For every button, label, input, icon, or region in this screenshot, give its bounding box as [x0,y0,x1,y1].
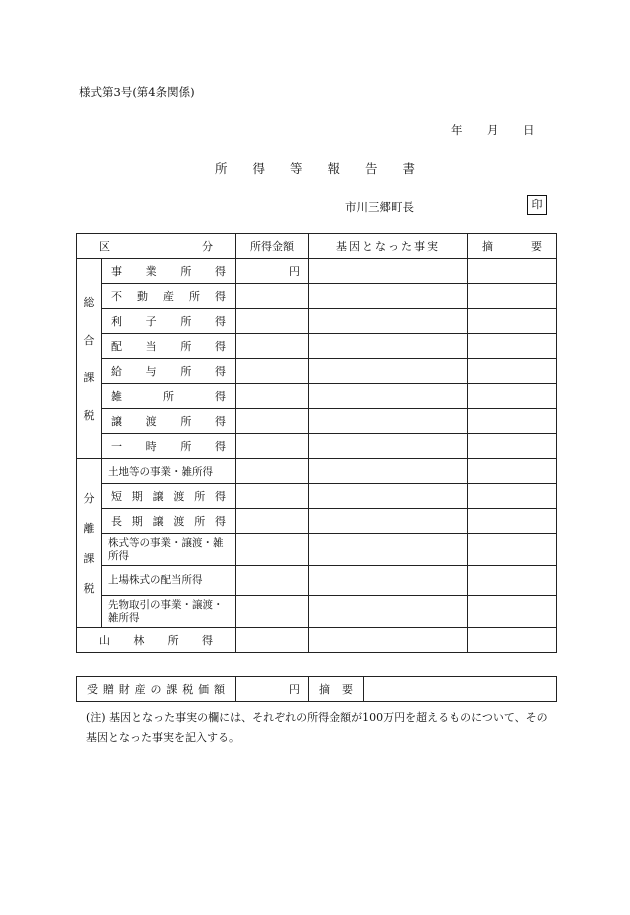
income-table [76,233,557,653]
label-char: 長 [111,515,122,528]
header-category: 区 分 [77,234,236,259]
label-char: 不 [111,290,122,303]
label-char: 所 [180,340,192,353]
basis-cell[interactable] [309,359,468,384]
remarks-cell[interactable] [468,284,557,309]
amount-cell[interactable] [236,334,309,359]
remarks-cell[interactable] [468,359,557,384]
label-char: 産 [134,683,146,696]
basis-cell[interactable] [309,628,468,653]
table-row [77,284,557,309]
basis-cell[interactable] [309,409,468,434]
label-char: 所 [194,515,206,528]
label-char: 雑 [111,390,122,403]
label-char: 子 [145,315,157,328]
amount-cell[interactable] [236,434,309,459]
label-char: 渡 [173,515,185,528]
label-char: 事 [111,265,122,278]
table-row [77,309,557,334]
label-char: 給 [111,365,122,378]
label-char: 当 [145,340,157,353]
amount-cell[interactable] [236,409,309,434]
amount-cell[interactable] [236,284,309,309]
label-char: 所 [180,440,192,453]
basis-cell[interactable] [309,459,468,484]
label-char: 税 [182,683,194,696]
label-char: 得 [214,315,226,328]
amount-cell[interactable] [236,459,309,484]
amount-cell[interactable] [236,359,309,384]
label-char: 産 [163,290,174,303]
label-char: 得 [201,634,213,647]
row-label [102,259,236,284]
label-char: 渡 [145,415,157,428]
label-char: 所 [180,265,192,278]
category-char: 総 [83,296,95,310]
remarks-cell[interactable] [468,566,557,596]
document-title: 所得等報告書 [214,161,440,176]
basis-cell[interactable] [309,309,468,334]
remarks-cell[interactable] [468,628,557,653]
amount-cell[interactable] [236,484,309,509]
table-row [77,359,557,384]
label-char: 所 [194,490,206,503]
label-char: 短 [111,490,122,503]
label-char: の [150,683,162,696]
table-row [77,409,557,434]
basis-cell[interactable] [309,534,468,566]
label-char: 所 [167,634,179,647]
label-char: 動 [137,290,148,303]
remarks-cell[interactable] [468,384,557,409]
label-char: 山 [99,634,110,647]
basis-cell[interactable] [309,596,468,628]
table-row [77,484,557,509]
header-remarks: 摘 要 [468,234,557,259]
label-char: 財 [118,683,130,696]
basis-cell[interactable] [309,484,468,509]
amount-cell[interactable] [236,628,309,653]
label-char: 得 [214,440,226,453]
table-row [77,566,557,596]
category-separate [77,459,102,628]
label-char: 得 [214,415,226,428]
basis-cell[interactable] [309,284,468,309]
row-label: 先物取引の事業・譲渡・雑所得 [102,596,236,628]
seal-stamp: 印 [527,195,547,215]
table-row [77,534,557,566]
basis-cell[interactable] [309,566,468,596]
basis-cell[interactable] [309,384,468,409]
addressee: 市川三郷町長 [345,200,414,214]
form-number: 様式第3号(第4条関係) [79,85,195,99]
table-row [77,509,557,534]
label-char: 所 [180,315,192,328]
header-basis: 基因となった事実 [309,234,468,259]
row-label [102,284,236,309]
date-year: 年 [451,123,463,137]
label-char: 所 [163,390,174,403]
amount-cell[interactable] [236,596,309,628]
label-char: 贈 [102,683,114,696]
basis-cell[interactable] [309,434,468,459]
remarks-cell[interactable] [468,334,557,359]
category-char: 課 [83,371,95,385]
category-char: 税 [83,408,95,422]
label-char: 額 [214,683,225,696]
category-char: 分 [83,492,95,505]
label-char: 一 [111,440,122,453]
remarks-cell[interactable] [468,534,557,566]
row-label: 上場株式の配当所得 [102,566,236,596]
remarks-cell[interactable] [468,259,557,284]
table-row [77,434,557,459]
remarks-cell[interactable] [468,309,557,334]
row-label [102,484,236,509]
label-char: 得 [214,515,226,528]
label-char: 所 [180,415,192,428]
label-char: 得 [214,340,226,353]
basis-cell[interactable] [309,259,468,284]
label-char: 得 [214,265,226,278]
amount-cell[interactable] [236,566,309,596]
category-char: 税 [83,582,95,595]
label-char: 渡 [173,490,185,503]
row-label: 土地等の事業・雑所得 [102,459,236,484]
label-char: 得 [215,290,226,303]
category-char: 離 [83,522,95,535]
category-char: 合 [83,333,95,347]
table-row [77,384,557,409]
amount-cell[interactable]: 円 [236,259,309,284]
table-row [77,459,557,484]
basis-cell[interactable] [309,509,468,534]
label-char: 時 [145,440,157,453]
label-char: 得 [215,390,226,403]
label-char: 譲 [152,515,164,528]
amount-cell[interactable] [236,509,309,534]
row-label [102,309,236,334]
label-char: 譲 [111,415,122,428]
row-label-forestry [77,628,236,653]
table-header [77,234,557,259]
label-char: 期 [131,490,143,503]
label-char: 得 [214,490,226,503]
remarks-cell[interactable] [468,509,557,534]
remarks-cell[interactable] [468,596,557,628]
basis-cell[interactable] [309,334,468,359]
row-label: 株式等の事業・譲渡・雑所得 [102,534,236,566]
label-char: 業 [145,265,157,278]
header-income-amount: 所得金額 [236,234,309,259]
table-row [77,628,557,653]
gift-remarks-label: 摘 要 [309,677,364,702]
category-char: 課 [83,552,95,565]
remarks-cell[interactable] [468,459,557,484]
label-char: 譲 [152,490,164,503]
label-char: 与 [145,365,157,378]
label-char: 所 [180,365,192,378]
label-char: 得 [214,365,226,378]
row-label [102,359,236,384]
date-day: 日 [523,123,535,137]
remarks-cell[interactable] [468,434,557,459]
row-label [102,509,236,534]
gift-amount-cell[interactable]: 円 [236,677,309,702]
label-char: 期 [131,515,143,528]
label-char: 価 [198,683,210,696]
remarks-cell[interactable] [468,484,557,509]
gift-row [77,677,557,702]
footnote: (注) 基因となった事実の欄には、それぞれの所得金額が100万円を超えるものについて、その基因となった事実を記入する。 [86,711,548,744]
label-char: 林 [133,634,145,647]
row-label [102,334,236,359]
label-char: 課 [166,683,178,696]
row-label [102,409,236,434]
gift-table [76,676,557,702]
row-label [102,434,236,459]
remarks-cell[interactable] [468,409,557,434]
gift-label [77,677,236,702]
gift-remarks-cell[interactable] [364,677,557,702]
table-row [77,259,557,284]
table-row [77,334,557,359]
label-char: 所 [189,290,200,303]
amount-cell[interactable] [236,309,309,334]
label-char: 配 [111,340,122,353]
label-char: 利 [111,315,122,328]
date-month: 月 [487,123,499,137]
label-char: 受 [87,683,98,696]
amount-cell[interactable] [236,384,309,409]
amount-cell[interactable] [236,534,309,566]
table-row [77,596,557,628]
row-label [102,384,236,409]
category-general [77,259,102,459]
